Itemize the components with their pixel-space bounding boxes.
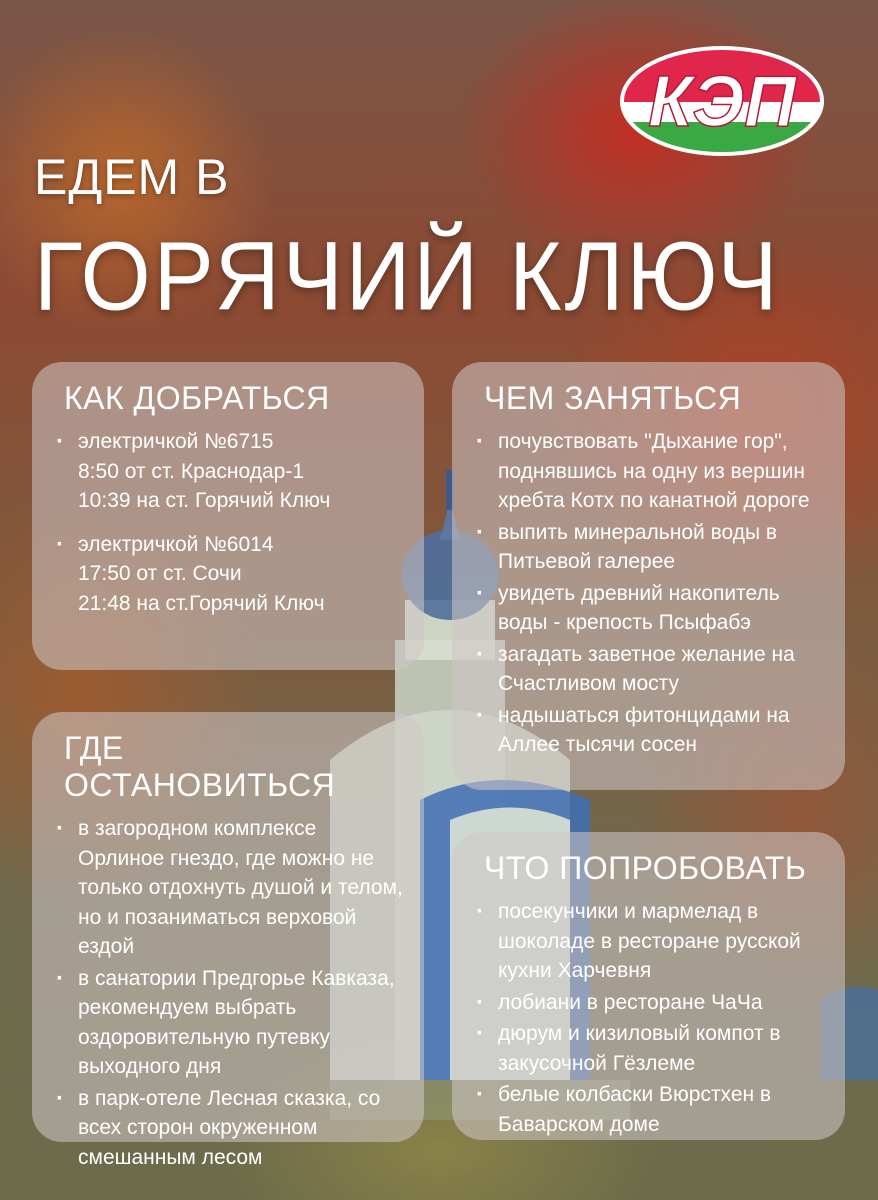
how-to-get-list bbox=[54, 427, 404, 618]
arrival-time: 10:39 на ст. Горячий Ключ bbox=[78, 489, 331, 512]
list-item: · в парк-отеле Лесная сказка, со всех сторон окруженном смешанным лесом bbox=[54, 1084, 404, 1173]
list-item: · загадать заветное желание на Счастливом мосту bbox=[474, 640, 825, 699]
what-to-do-title: ЧЕМ ЗАНЯТЬСЯ bbox=[484, 380, 742, 416]
how-to-get-card bbox=[32, 362, 424, 670]
poster-subtitle: ЕДЕМ В bbox=[34, 149, 230, 205]
list-item: · почувствовать "Дыхание гор", поднявшись на одну из вершин хребта Котх по канатной дороге bbox=[474, 427, 825, 516]
list-item: · в санатории Предгорье Кавказа, рекомендуем выбрать оздоровительную путевку выходного дня bbox=[54, 964, 404, 1082]
train-number: · электричкой №6715 bbox=[78, 430, 274, 453]
list-item bbox=[54, 530, 404, 619]
what-to-do-card bbox=[452, 362, 845, 790]
where-to-stay-title: ГДЕ ОСТАНОВИТЬСЯ bbox=[64, 730, 336, 803]
list-item: · выпить минеральной воды в Питьевой галерее bbox=[474, 518, 825, 577]
what-to-try-title: ЧТО ПОПРОБОВАТЬ bbox=[484, 850, 807, 886]
departure-time: 8:50 от ст. Краснодар-1 bbox=[78, 459, 305, 483]
list-item: · белые колбаски Вюрстхен в Баварском доме bbox=[474, 1080, 825, 1139]
logo-text: КЭП bbox=[648, 62, 796, 142]
list-item: · лобиани в ресторане ЧаЧа bbox=[474, 988, 825, 1018]
kep-logo bbox=[618, 44, 826, 158]
where-to-stay-card bbox=[32, 712, 424, 1169]
train-number: · электричкой №6014 bbox=[78, 532, 274, 556]
how-to-get-title: КАК ДОБРАТЬСЯ bbox=[64, 380, 330, 416]
list-item: · в загородном комплексе Орлиное гнездо, где можно не только отдохнуть душой и телом, но и позаниматься верховой ездой bbox=[54, 814, 404, 962]
list-item: · надышаться фитонцидами на Аллее тысячи сосен bbox=[474, 701, 825, 760]
list-item: · посекунчики и мармелад в шоколаде в ресторане русской кухни Харчевня bbox=[474, 897, 825, 986]
list-item: · увидеть древний накопитель воды - крепость Псыфабэ bbox=[474, 579, 825, 638]
what-to-try-list bbox=[474, 897, 825, 1139]
departure-time: 17:50 от ст. Сочи bbox=[78, 562, 242, 585]
what-to-do-list bbox=[474, 427, 825, 760]
where-to-stay-list bbox=[54, 814, 404, 1172]
list-item bbox=[54, 427, 404, 516]
what-to-try-card bbox=[452, 832, 845, 1140]
arrival-time: 21:48 на ст.Горячий Ключ bbox=[78, 591, 325, 615]
poster-title: ГОРЯЧИЙ КЛЮЧ bbox=[34, 223, 781, 332]
list-item: · дюрум и кизиловый компот в закусочной Гёзлеме bbox=[474, 1019, 825, 1078]
